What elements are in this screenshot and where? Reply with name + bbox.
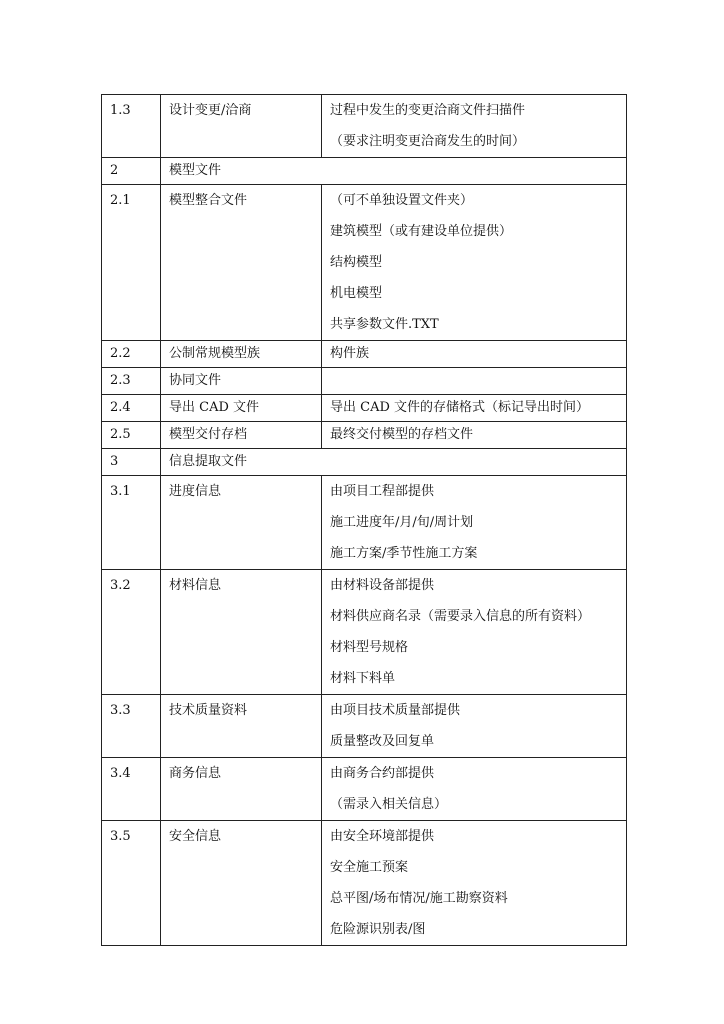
row-name: 进度信息 xyxy=(161,476,322,570)
row-number: 2 xyxy=(102,158,161,185)
row-name: 导出 CAD 文件 xyxy=(161,395,322,422)
document-table xyxy=(101,94,627,946)
description-line: 材料下料单 xyxy=(330,671,396,686)
description-line: 构件族 xyxy=(330,346,370,361)
row-description xyxy=(322,695,627,758)
description-line: （可不单独设置文件夹） xyxy=(330,193,474,208)
row-number: 3.3 xyxy=(102,695,161,758)
row-number: 2.2 xyxy=(102,341,161,368)
table-row xyxy=(102,95,627,158)
row-name: 协同文件 xyxy=(161,368,322,395)
description-line: 材料供应商名录（需要录入信息的所有资料） xyxy=(330,609,591,624)
table-row xyxy=(102,821,627,946)
table-row xyxy=(102,476,627,570)
row-description xyxy=(322,758,627,821)
row-name: 模型整合文件 xyxy=(161,185,322,341)
row-name: 技术质量资料 xyxy=(161,695,322,758)
description-line: 质量整改及回复单 xyxy=(330,734,435,749)
table-row xyxy=(102,341,627,368)
table-row xyxy=(102,758,627,821)
row-number: 2.5 xyxy=(102,422,161,449)
table-row xyxy=(102,158,627,185)
description-line: 总平图/场布情况/施工勘察资料 xyxy=(330,891,508,906)
row-number: 3.1 xyxy=(102,476,161,570)
description-line: 由项目工程部提供 xyxy=(330,484,435,499)
description-line: （需录入相关信息） xyxy=(330,797,448,812)
row-name: 安全信息 xyxy=(161,821,322,946)
table-row xyxy=(102,368,627,395)
row-description xyxy=(322,422,627,449)
row-number: 3.2 xyxy=(102,570,161,695)
row-name: 模型文件 xyxy=(161,158,627,185)
description-line: 建筑模型（或有建设单位提供） xyxy=(330,224,513,239)
row-number: 2.3 xyxy=(102,368,161,395)
row-description xyxy=(322,570,627,695)
description-line: 由商务合约部提供 xyxy=(330,766,435,781)
row-description xyxy=(322,821,627,946)
description-line: 过程中发生的变更洽商文件扫描件 xyxy=(330,103,526,118)
description-line: 危险源识别表/图 xyxy=(330,922,426,937)
row-name: 商务信息 xyxy=(161,758,322,821)
description-line: 材料型号规格 xyxy=(330,640,409,655)
row-name: 设计变更/洽商 xyxy=(161,95,322,158)
table-row xyxy=(102,185,627,341)
row-number: 2.4 xyxy=(102,395,161,422)
description-line: 安全施工预案 xyxy=(330,860,409,875)
row-name: 信息提取文件 xyxy=(161,449,627,476)
description-line: 最终交付模型的存档文件 xyxy=(330,427,474,442)
row-number: 3 xyxy=(102,449,161,476)
description-line: 施工方案/季节性施工方案 xyxy=(330,546,478,561)
row-description xyxy=(322,395,627,422)
description-line: 由项目技术质量部提供 xyxy=(330,703,461,718)
description-line: 由材料设备部提供 xyxy=(330,578,435,593)
row-number: 3.4 xyxy=(102,758,161,821)
table-row xyxy=(102,395,627,422)
row-description xyxy=(322,476,627,570)
row-description xyxy=(322,341,627,368)
row-number: 1.3 xyxy=(102,95,161,158)
description-line: 施工进度年/月/旬/周计划 xyxy=(330,515,474,530)
description-line: 导出 CAD 文件的存储格式（标记导出时间） xyxy=(330,400,590,415)
row-description xyxy=(322,185,627,341)
description-line: 由安全环境部提供 xyxy=(330,829,435,844)
row-description xyxy=(322,95,627,158)
description-line: （要求注明变更洽商发生的时间） xyxy=(330,134,526,149)
row-number: 2.1 xyxy=(102,185,161,341)
row-name: 材料信息 xyxy=(161,570,322,695)
table-row xyxy=(102,695,627,758)
description-line: 共享参数文件.TXT xyxy=(330,317,439,332)
table-row xyxy=(102,449,627,476)
row-name: 模型交付存档 xyxy=(161,422,322,449)
table-row xyxy=(102,570,627,695)
row-number: 3.5 xyxy=(102,821,161,946)
row-name: 公制常规模型族 xyxy=(161,341,322,368)
table-row xyxy=(102,422,627,449)
row-description xyxy=(322,368,627,395)
description-line: 机电模型 xyxy=(330,286,383,301)
description-line: 结构模型 xyxy=(330,255,383,270)
